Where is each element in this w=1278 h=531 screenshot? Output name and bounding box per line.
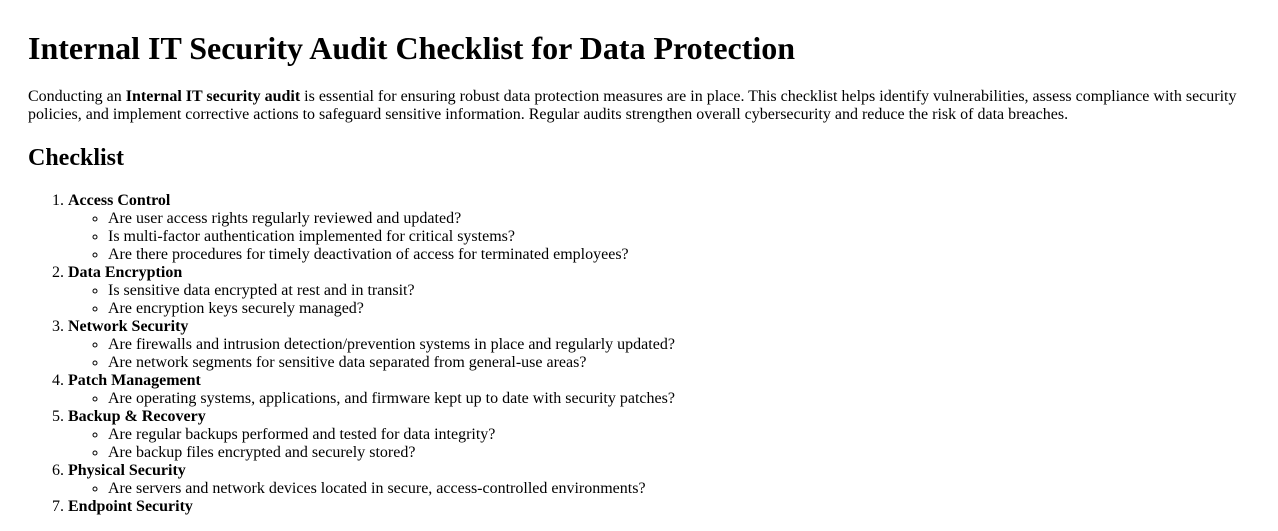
section-access-control xyxy=(68,192,1250,264)
checklist-sections xyxy=(28,192,1250,516)
list-item: ◦ Is multi-factor authentication implemented for critical systems? xyxy=(108,228,1250,246)
intro-paragraph xyxy=(28,88,1250,124)
list-item: ◦ Are network segments for sensitive data separated from general-use areas? xyxy=(108,354,1250,372)
question-list xyxy=(68,426,1250,462)
intro-text-before: Conducting an xyxy=(28,88,126,105)
section-title: Data Encryption xyxy=(68,264,183,281)
checklist-heading: Checklist xyxy=(28,145,124,171)
list-item: ◦ Are regular backups performed and tested for data integrity? xyxy=(108,426,1250,444)
question-list xyxy=(68,480,1250,498)
section-title: Patch Management xyxy=(68,372,201,389)
section-title: Endpoint Security xyxy=(68,498,193,515)
list-item: ◦ Are operating systems, applications, and firmware kept up to date with security patches? xyxy=(108,390,1250,408)
section-title: Network Security xyxy=(68,318,189,335)
section-title: Backup & Recovery xyxy=(68,408,206,425)
intro-text-bold: Internal IT security audit xyxy=(125,88,301,105)
section-physical-security xyxy=(68,462,1250,498)
section-title: Access Control xyxy=(68,192,171,209)
list-item: ◦ Are there procedures for timely deactivation of access for terminated employees? xyxy=(108,246,1250,264)
section-network-security xyxy=(68,318,1250,372)
list-item: ◦ Are backup files encrypted and securely stored? xyxy=(108,444,1250,462)
page-title: Internal IT Security Audit Checklist for Data Protection xyxy=(28,30,796,66)
list-item: ◦ Are encryption keys securely managed? xyxy=(108,300,1250,318)
question-list xyxy=(68,390,1250,408)
section-title: Physical Security xyxy=(68,462,186,479)
intro-text-after: is essential for ensuring robust data protection measures are in place. This checklist helps identify vulnerabilities, assess compliance with security policies, and implement corrective actions to safeguard sensitive information. Regular audits strengthen overall cybersecurity and reduce the risk of data breaches. xyxy=(28,88,1237,123)
question-list xyxy=(68,210,1250,264)
section-data-encryption xyxy=(68,264,1250,318)
section-patch-management xyxy=(68,372,1250,408)
question-list xyxy=(68,282,1250,318)
list-item: ◦ Are servers and network devices located in secure, access-controlled environments? xyxy=(108,480,1250,498)
section-backup-recovery xyxy=(68,408,1250,462)
list-item: ◦ Are firewalls and intrusion detection/prevention systems in place and regularly updated? xyxy=(108,336,1250,354)
list-item: ◦ Is sensitive data encrypted at rest and in transit? xyxy=(108,282,1250,300)
question-list xyxy=(68,336,1250,372)
list-item: ◦ Are user access rights regularly reviewed and updated? xyxy=(108,210,1250,228)
